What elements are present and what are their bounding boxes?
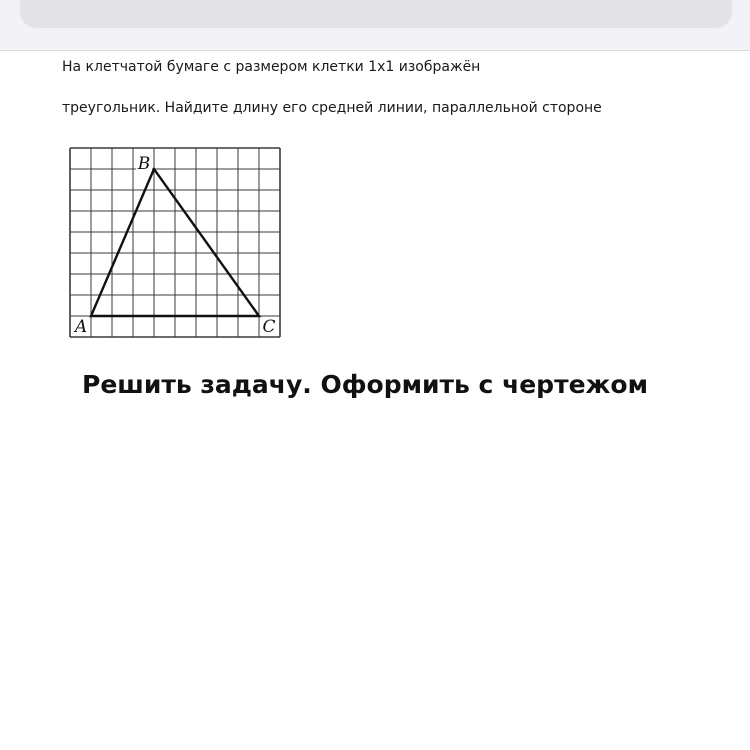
address-bar[interactable] bbox=[20, 0, 732, 28]
browser-toolbar bbox=[0, 0, 750, 51]
task-instruction: Решить задачу. Оформить с чертежом bbox=[82, 370, 649, 399]
grid-triangle-svg bbox=[60, 140, 290, 345]
vertex-label-b: B bbox=[137, 154, 151, 174]
triangle-figure bbox=[60, 140, 290, 345]
problem-text-line-2: треугольник. Найдите длину его средней линии, параллельной стороне bbox=[62, 100, 602, 116]
problem-text-line-1: На клетчатой бумаге с размером клетки 1x1 изображён bbox=[62, 59, 481, 75]
vertex-label-c: C bbox=[262, 317, 276, 337]
vertex-label-a: A bbox=[74, 317, 88, 337]
